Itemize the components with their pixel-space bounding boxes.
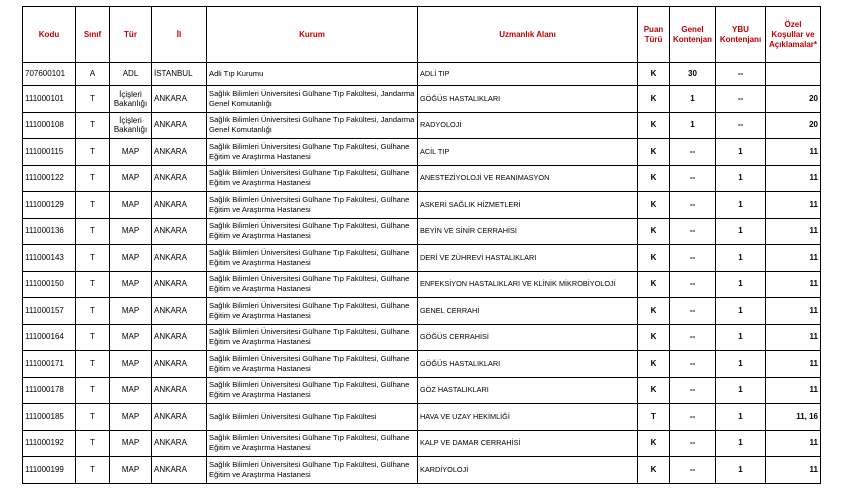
cell-genel-kontenjan: 1 [670, 112, 716, 139]
cell-puan-turu: K [638, 324, 670, 351]
cell-sinif: T [76, 404, 110, 431]
cell-puan-turu: K [638, 139, 670, 166]
cell-kodu: 111000101 [23, 86, 76, 113]
cell-puan-turu: K [638, 430, 670, 457]
cell-ybu-kontenjan: 1 [716, 457, 766, 484]
cell-kurum: Sağlık Bilimleri Üniversitesi Gülhane Tıp Fakültesi, Gülhane Eğitim ve Araştırma Hastanesi [207, 377, 418, 404]
cell-kodu: 707600101 [23, 63, 76, 86]
cell-sinif: A [76, 63, 110, 86]
table-row [23, 351, 821, 378]
cell-ybu-kontenjan: 1 [716, 218, 766, 245]
col-header-kodu: Kodu [23, 7, 76, 63]
cell-ozel-kosullar: 11, 16 [766, 404, 821, 431]
table-row [23, 430, 821, 457]
cell-tur: MAP [110, 377, 152, 404]
cell-puan-turu: K [638, 165, 670, 192]
cell-uzmanlik-alani: GÖĞÜS HASTALIKLARI [418, 351, 638, 378]
cell-kurum: Sağlık Bilimleri Üniversitesi Gülhane Tıp Fakültesi, Gülhane Eğitim ve Araştırma Hastanesi [207, 139, 418, 166]
cell-sinif: T [76, 377, 110, 404]
cell-puan-turu: K [638, 245, 670, 272]
cell-ybu-kontenjan: 1 [716, 324, 766, 351]
cell-il: ANKARA [152, 430, 207, 457]
cell-il: ANKARA [152, 218, 207, 245]
cell-il: ANKARA [152, 86, 207, 113]
cell-kurum: Sağlık Bilimleri Üniversitesi Gülhane Tıp Fakültesi, Jandarma Genel Komutanlığı [207, 112, 418, 139]
cell-tur: MAP [110, 165, 152, 192]
col-header-ybu-kontenjan: YBU Kontenjanı [716, 7, 766, 63]
cell-genel-kontenjan: -- [670, 298, 716, 325]
cell-il: ANKARA [152, 404, 207, 431]
cell-kodu: 111000171 [23, 351, 76, 378]
cell-kurum: Sağlık Bilimleri Üniversitesi Gülhane Tıp Fakültesi, Gülhane Eğitim ve Araştırma Hastanesi [207, 271, 418, 298]
cell-uzmanlik-alani: GÖĞÜS CERRAHİSİ [418, 324, 638, 351]
cell-kodu: 111000157 [23, 298, 76, 325]
cell-ybu-kontenjan: 1 [716, 377, 766, 404]
cell-genel-kontenjan: -- [670, 139, 716, 166]
cell-kodu: 111000129 [23, 192, 76, 219]
cell-tur: MAP [110, 430, 152, 457]
cell-il: ANKARA [152, 245, 207, 272]
cell-kodu: 111000115 [23, 139, 76, 166]
cell-sinif: T [76, 218, 110, 245]
cell-tur: MAP [110, 245, 152, 272]
cell-puan-turu: K [638, 377, 670, 404]
cell-uzmanlik-alani: BEYİN VE SİNİR CERRAHİSİ [418, 218, 638, 245]
cell-kurum: Sağlık Bilimleri Üniversitesi Gülhane Tıp Fakültesi, Jandarma Genel Komutanlığı [207, 86, 418, 113]
cell-il: ANKARA [152, 192, 207, 219]
cell-ybu-kontenjan: 1 [716, 192, 766, 219]
cell-ozel-kosullar: 11 [766, 298, 821, 325]
cell-sinif: T [76, 165, 110, 192]
cell-ozel-kosullar: 11 [766, 165, 821, 192]
cell-kurum: Sağlık Bilimleri Üniversitesi Gülhane Tıp Fakültesi, Gülhane Eğitim ve Araştırma Hastanesi [207, 165, 418, 192]
cell-kodu: 111000136 [23, 218, 76, 245]
cell-il: ANKARA [152, 165, 207, 192]
col-header-puan-turu: Puan Türü [638, 7, 670, 63]
col-header-kurum: Kurum [207, 7, 418, 63]
cell-il: ANKARA [152, 324, 207, 351]
cell-kurum: Sağlık Bilimleri Üniversitesi Gülhane Tıp Fakültesi [207, 404, 418, 431]
cell-ybu-kontenjan: 1 [716, 271, 766, 298]
cell-tur: İçişleri Bakanlığı [110, 86, 152, 113]
cell-genel-kontenjan: -- [670, 404, 716, 431]
cell-il: ANKARA [152, 139, 207, 166]
col-header-sinif: Sınıf [76, 7, 110, 63]
cell-ybu-kontenjan: -- [716, 63, 766, 86]
cell-ozel-kosullar: 20 [766, 112, 821, 139]
cell-kurum: Sağlık Bilimleri Üniversitesi Gülhane Tıp Fakültesi, Gülhane Eğitim ve Araştırma Hastanesi [207, 218, 418, 245]
cell-ozel-kosullar: 20 [766, 86, 821, 113]
cell-genel-kontenjan: -- [670, 457, 716, 484]
cell-kurum: Sağlık Bilimleri Üniversitesi Gülhane Tıp Fakültesi, Gülhane Eğitim ve Araştırma Hastanesi [207, 430, 418, 457]
cell-uzmanlik-alani: KALP VE DAMAR CERRAHİSİ [418, 430, 638, 457]
cell-ozel-kosullar: 11 [766, 218, 821, 245]
cell-kurum: Sağlık Bilimleri Üniversitesi Gülhane Tıp Fakültesi, Gülhane Eğitim ve Araştırma Hastanesi [207, 457, 418, 484]
cell-kodu: 111000122 [23, 165, 76, 192]
cell-ybu-kontenjan: 1 [716, 430, 766, 457]
table-body [23, 63, 821, 484]
table-row [23, 271, 821, 298]
table-row [23, 324, 821, 351]
cell-puan-turu: K [638, 192, 670, 219]
cell-uzmanlik-alani: ACİL TIP [418, 139, 638, 166]
cell-puan-turu: K [638, 86, 670, 113]
cell-sinif: T [76, 271, 110, 298]
cell-il: ANKARA [152, 457, 207, 484]
cell-kurum: Sağlık Bilimleri Üniversitesi Gülhane Tıp Fakültesi, Gülhane Eğitim ve Araştırma Hastanesi [207, 245, 418, 272]
cell-sinif: T [76, 192, 110, 219]
cell-ozel-kosullar: 11 [766, 430, 821, 457]
cell-ozel-kosullar [766, 63, 821, 86]
cell-ozel-kosullar: 11 [766, 351, 821, 378]
cell-genel-kontenjan: 1 [670, 86, 716, 113]
cell-tur: İçişleri Bakanlığı [110, 112, 152, 139]
table-row [23, 457, 821, 484]
cell-kodu: 111000185 [23, 404, 76, 431]
cell-ozel-kosullar: 11 [766, 245, 821, 272]
cell-kurum: Sağlık Bilimleri Üniversitesi Gülhane Tıp Fakültesi, Gülhane Eğitim ve Araştırma Hastanesi [207, 324, 418, 351]
cell-uzmanlik-alani: ASKERİ SAĞLIK HİZMETLERİ [418, 192, 638, 219]
cell-puan-turu: T [638, 404, 670, 431]
cell-il: ANKARA [152, 377, 207, 404]
cell-kurum: Adli Tıp Kurumu [207, 63, 418, 86]
cell-ybu-kontenjan: 1 [716, 404, 766, 431]
cell-puan-turu: K [638, 271, 670, 298]
cell-genel-kontenjan: -- [670, 351, 716, 378]
cell-ybu-kontenjan: -- [716, 86, 766, 113]
cell-ozel-kosullar: 11 [766, 457, 821, 484]
cell-tur: MAP [110, 271, 152, 298]
cell-genel-kontenjan: -- [670, 324, 716, 351]
cell-ozel-kosullar: 11 [766, 377, 821, 404]
cell-ozel-kosullar: 11 [766, 271, 821, 298]
cell-kodu: 111000164 [23, 324, 76, 351]
cell-genel-kontenjan: -- [670, 192, 716, 219]
cell-sinif: T [76, 351, 110, 378]
quota-table [22, 6, 821, 484]
cell-ybu-kontenjan: 1 [716, 165, 766, 192]
cell-kurum: Sağlık Bilimleri Üniversitesi Gülhane Tıp Fakültesi, Gülhane Eğitim ve Araştırma Hastanesi [207, 351, 418, 378]
cell-il: ANKARA [152, 298, 207, 325]
cell-kodu: 111000108 [23, 112, 76, 139]
cell-ozel-kosullar: 11 [766, 139, 821, 166]
cell-tur: MAP [110, 139, 152, 166]
cell-uzmanlik-alani: DERİ VE ZÜHREVİ HASTALIKLARI [418, 245, 638, 272]
table-row [23, 245, 821, 272]
cell-puan-turu: K [638, 112, 670, 139]
table-row [23, 139, 821, 166]
cell-sinif: T [76, 457, 110, 484]
table-row [23, 404, 821, 431]
table-row [23, 298, 821, 325]
cell-genel-kontenjan: -- [670, 245, 716, 272]
cell-ybu-kontenjan: 1 [716, 298, 766, 325]
cell-tur: MAP [110, 192, 152, 219]
cell-tur: MAP [110, 218, 152, 245]
cell-kodu: 111000150 [23, 271, 76, 298]
cell-uzmanlik-alani: HAVA VE UZAY HEKİMLİĞİ [418, 404, 638, 431]
cell-kodu: 111000143 [23, 245, 76, 272]
cell-puan-turu: K [638, 63, 670, 86]
cell-sinif: T [76, 245, 110, 272]
cell-uzmanlik-alani: GÖĞÜS HASTALIKLARI [418, 86, 638, 113]
cell-genel-kontenjan: -- [670, 377, 716, 404]
cell-puan-turu: K [638, 218, 670, 245]
cell-kodu: 111000178 [23, 377, 76, 404]
cell-uzmanlik-alani: GENEL CERRAHİ [418, 298, 638, 325]
col-header-tur: Tür [110, 7, 152, 63]
cell-puan-turu: K [638, 298, 670, 325]
cell-sinif: T [76, 324, 110, 351]
cell-uzmanlik-alani: ADLİ TIP [418, 63, 638, 86]
cell-sinif: T [76, 139, 110, 166]
cell-ybu-kontenjan: 1 [716, 351, 766, 378]
cell-kodu: 111000192 [23, 430, 76, 457]
cell-il: İSTANBUL [152, 63, 207, 86]
table-row [23, 377, 821, 404]
cell-genel-kontenjan: -- [670, 430, 716, 457]
cell-genel-kontenjan: 30 [670, 63, 716, 86]
cell-tur: ADL [110, 63, 152, 86]
col-header-ozel-kosullar: Özel Koşullar ve Açıklamalar* [766, 7, 821, 63]
cell-ybu-kontenjan: -- [716, 112, 766, 139]
cell-il: ANKARA [152, 351, 207, 378]
cell-uzmanlik-alani: ANESTEZİYOLOJİ VE REANİMASYON [418, 165, 638, 192]
cell-uzmanlik-alani: KARDİYOLOJİ [418, 457, 638, 484]
cell-il: ANKARA [152, 271, 207, 298]
cell-kurum: Sağlık Bilimleri Üniversitesi Gülhane Tıp Fakültesi, Gülhane Eğitim ve Araştırma Hastanesi [207, 298, 418, 325]
cell-uzmanlik-alani: ENFEKSİYON HASTALIKLARI VE KLİNİK MİKROBİYOLOJİ [418, 271, 638, 298]
cell-genel-kontenjan: -- [670, 218, 716, 245]
table-row [23, 192, 821, 219]
col-header-genel-kontenjan: Genel Kontenjan [670, 7, 716, 63]
cell-ybu-kontenjan: 1 [716, 139, 766, 166]
cell-genel-kontenjan: -- [670, 271, 716, 298]
cell-sinif: T [76, 112, 110, 139]
cell-tur: MAP [110, 457, 152, 484]
cell-puan-turu: K [638, 457, 670, 484]
cell-ybu-kontenjan: 1 [716, 245, 766, 272]
table-row [23, 112, 821, 139]
table-row [23, 218, 821, 245]
col-header-uzmanlik: Uzmanlık Alanı [418, 7, 638, 63]
table-row [23, 86, 821, 113]
cell-ozel-kosullar: 11 [766, 324, 821, 351]
cell-sinif: T [76, 86, 110, 113]
table-row [23, 165, 821, 192]
cell-puan-turu: K [638, 351, 670, 378]
cell-tur: MAP [110, 298, 152, 325]
header-row [23, 7, 821, 63]
cell-il: ANKARA [152, 112, 207, 139]
cell-sinif: T [76, 298, 110, 325]
cell-tur: MAP [110, 324, 152, 351]
cell-uzmanlik-alani: GÖZ HASTALIKLARI [418, 377, 638, 404]
cell-sinif: T [76, 430, 110, 457]
col-header-il: İl [152, 7, 207, 63]
cell-kodu: 111000199 [23, 457, 76, 484]
cell-ozel-kosullar: 11 [766, 192, 821, 219]
cell-tur: MAP [110, 351, 152, 378]
cell-kurum: Sağlık Bilimleri Üniversitesi Gülhane Tıp Fakültesi, Gülhane Eğitim ve Araştırma Hastanesi [207, 192, 418, 219]
cell-uzmanlik-alani: RADYOLOJİ [418, 112, 638, 139]
table-row [23, 63, 821, 86]
cell-tur: MAP [110, 404, 152, 431]
cell-genel-kontenjan: -- [670, 165, 716, 192]
